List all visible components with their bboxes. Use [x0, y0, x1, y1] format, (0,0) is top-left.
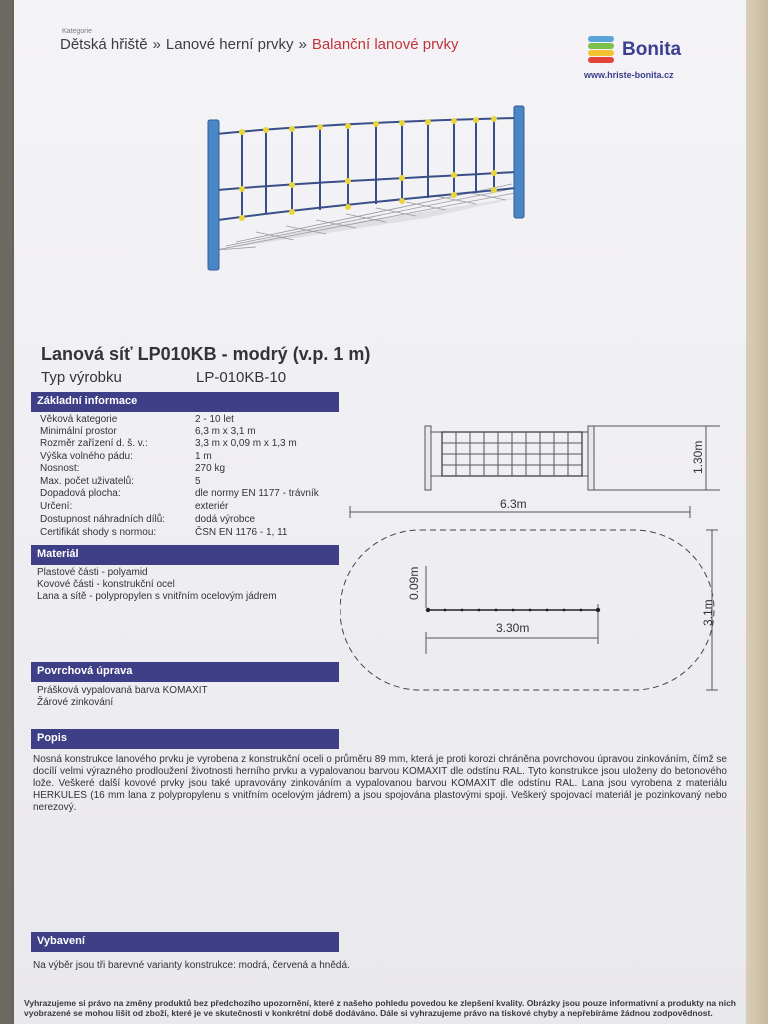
breadcrumb: [60, 36, 459, 53]
dimension-drawing: [340, 418, 730, 703]
kategorie-label: Kategorie: [62, 28, 92, 35]
spec-value: 3,3 m x 0,09 m x 1,3 m: [195, 438, 297, 449]
website-url: www.hriste-bonita.cz: [584, 70, 674, 80]
spec-value: ČSN EN 1176 - 1, 11: [195, 527, 288, 538]
dimension-depth: 0.09m: [407, 566, 421, 600]
section-header-vybaveni: Vybavení: [31, 932, 339, 952]
spec-label: Minimální prostor: [40, 426, 117, 437]
section-header-zakladni: Základní informace: [31, 392, 339, 412]
breadcrumb-current: Balanční lanové prvky: [311, 36, 459, 53]
footer-disclaimer: Vyhrazujeme si právo na změny produktů bez předchozího upozornění, které z našeho pohledu povedou ke zlepšení kvality. Obrázky jsou pouze informativní a produkty na nich vyobrazené se mohou lišit od zboží, které je ve skutečnosti v konkrétní době dodáváno. Dále si vyhrazujeme právo na tiskové chyby a nepřebíráme žádnou zodpovědnost.: [24, 998, 736, 1018]
spec-label: Dopadová plocha:: [40, 488, 121, 499]
spec-label: Max. počet uživatelů:: [40, 476, 134, 487]
dimension-length: 3.30m: [496, 621, 530, 635]
spec-value: 6,3 m x 3,1 m: [195, 426, 256, 437]
popis-paragraph: Nosná konstrukce lanového prvku je vyrobena z konstrukční oceli o průměru 89 mm, která je proti korozi chráněna povrchovou úpravou zinkováním, čímž se docílí velmi výrazného prodloužení životnosti herního prvku a vypalovanou barvou KOMAXIT dle odstínu RAL. Tyto konstrukce jsou uloženy do betonového lože. Veškeré další kovové prvky jsou také upravovány zinkováním a vypalovanou barvou KOMAXIT dle odstínu RAL. Lana jsou vyrobena z materiálu HERKULES (16 mm lana z polypropylenu s vnitřním ocelovým jádrem) a jsou spojována plastovými spoji. Veškerý spojovací materiál je pozinkovaný nebo nerezový.: [33, 754, 727, 813]
breadcrumb-separator: »: [298, 36, 307, 53]
spec-value: 1 m: [195, 451, 212, 462]
spec-label: Určení:: [40, 501, 73, 512]
spec-label: Výška volného pádu:: [40, 451, 133, 462]
spec-label: Certifikát shody s normou:: [40, 527, 157, 538]
dimension-total-length: 6.3m: [500, 497, 527, 511]
povrchova-line: Prášková vypalovaná barva KOMAXIT: [37, 685, 208, 696]
spec-value: dle normy EN 1177 - trávník: [195, 488, 319, 499]
brand-logo: [586, 34, 716, 64]
povrchova-line: Žárové zinkování: [37, 697, 114, 708]
spec-label: Dostupnost náhradních dílů:: [40, 514, 166, 525]
section-header-material: Materiál: [31, 545, 339, 565]
breadcrumb-separator: »: [152, 36, 161, 53]
product-type-label: Typ výrobku: [41, 369, 122, 386]
spec-value: dodá výrobce: [195, 514, 256, 525]
breadcrumb-item: Dětská hřiště: [60, 36, 148, 53]
spec-label: Rozměr zařízení d. š. v.:: [40, 438, 148, 449]
logo-stripes-icon: [586, 34, 620, 64]
dimension-height: 1.30m: [691, 440, 705, 474]
product-type-value: LP-010KB-10: [196, 369, 287, 386]
vybaveni-text: Na výběr jsou tři barevné varianty konstrukce: modrá, červená a hnědá.: [33, 960, 350, 971]
section-header-povrchova: Povrchová úprava: [31, 662, 339, 682]
material-line: Plastové části - polyamid: [37, 567, 148, 578]
spec-value: 2 - 10 let: [195, 414, 234, 425]
product-illustration: [196, 100, 536, 278]
spec-value: 270 kg: [195, 463, 226, 474]
material-line: Kovové části - konstrukční ocel: [37, 579, 175, 590]
breadcrumb-item: Lanové herní prvky: [165, 36, 294, 53]
product-title: Lanová síť LP010KB - modrý (v.p. 1 m): [41, 344, 371, 364]
spec-label: Nosnost:: [40, 463, 80, 474]
background-edge: [746, 0, 768, 1024]
spec-value: exteriér: [195, 501, 229, 512]
material-line: Lana a sítě - polypropylen s vnitřním ocelovým jádrem: [37, 591, 277, 602]
logo-text: Bonita: [622, 39, 682, 60]
spec-label: Věková kategorie: [40, 414, 118, 425]
dimension-width: 3.1m: [701, 599, 715, 626]
spec-value: 5: [195, 476, 201, 487]
section-header-popis: Popis: [31, 729, 339, 749]
